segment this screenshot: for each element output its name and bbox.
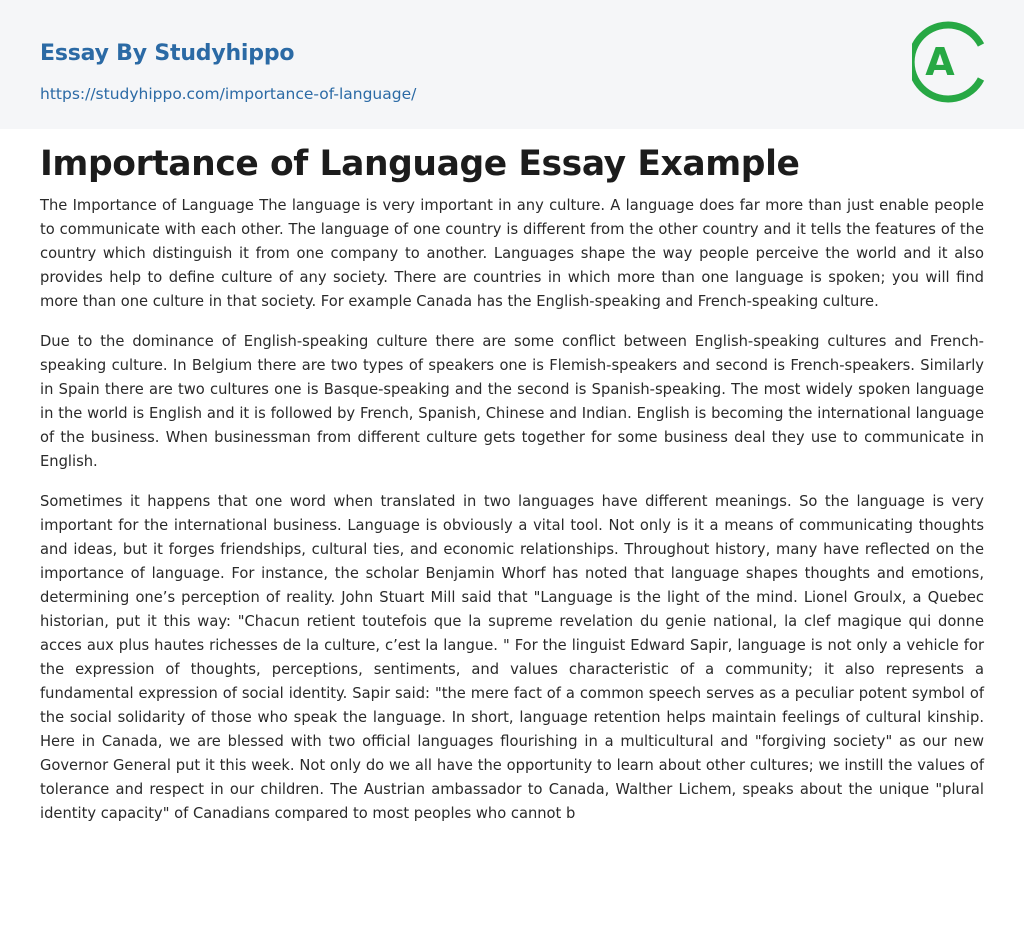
essay-paragraph-2: Due to the dominance of English-speaking culture there are some conflict between English-speaking cultures and French-speaking culture. In Belgium there are two types of speakers one is Flemish-speakers and second is French-speakers. Similarly in Spain there are two cultures one is Basque-speaking and the second is Spanish-speaking. The most widely spoken language in the world is English and it is followed by French, Spanish, Chinese and Indian. English is becoming the international language of the business. When businessman from different culture gets together for some business deal they use to communicate in English. (40, 333, 984, 470)
page-title: Importance of Language Essay Example (40, 144, 800, 184)
essay-paragraph-1: The Importance of Language The language is very important in any culture. A language does far more than just enable people to communicate with each other. The language of one country is different from the other country and it tells the features of the country which distinguish it from one company to another. Languages shape the way people perceive the world and it also provides help to define culture of any society. There are countries in which more than one language is spoken; you will find more than one culture in that society. For example Canada has the English-speaking and French-speaking culture. (40, 197, 984, 310)
site-header (0, 0, 1024, 129)
essay-body (40, 194, 984, 842)
studyhippo-logo-icon[interactable] (912, 19, 986, 105)
page-url-link[interactable]: https://studyhippo.com/importance-of-language/ (40, 85, 417, 103)
brand-title[interactable]: Essay By Studyhippo (40, 41, 295, 66)
logo-letter: A (925, 40, 955, 84)
essay-paragraph-3: Sometimes it happens that one word when translated in two languages have different meanings. So the language is very important for the international business. Language is obviously a vital tool. Not only is it a means of communicating thoughts and ideas, but it forges friendships, cultural ties, and economic relationships. Throughout history, many have reflected on the importance of language. For instance, the scholar Benjamin Whorf has noted that language shapes thoughts and emotions, determining one’s perception of reality. John Stuart Mill said that "Language is the light of the mind. Lionel Groulx, a Quebec historian, put it this way: "Chacun retient toutefois que la supreme revelation du genie national, la clef magique qui donne acces aux plus hautes richesses de la culture, c’est la langue. " For the linguist Edward Sapir, language is not only a vehicle for the expression of thoughts, perceptions, sentiments, and values characteristic of a community; it also represents a fundamental expression of social identity. Sapir said: "the mere fact of a common speech serves as a peculiar potent symbol of the social solidarity of those who speak the language. In short, language retention helps maintain feelings of cultural kinship. Here in Canada, we are blessed with two official languages flourishing in a multicultural and "forgiving society" as our new Governor General put it this week. Not only do we all have the opportunity to learn about other cultures; we instill the values of tolerance and respect in our children. The Austrian ambassador to Canada, Walther Lichem, speaks about the unique "plural identity capacity" of Canadians compared to most peoples who cannot b (40, 493, 984, 822)
